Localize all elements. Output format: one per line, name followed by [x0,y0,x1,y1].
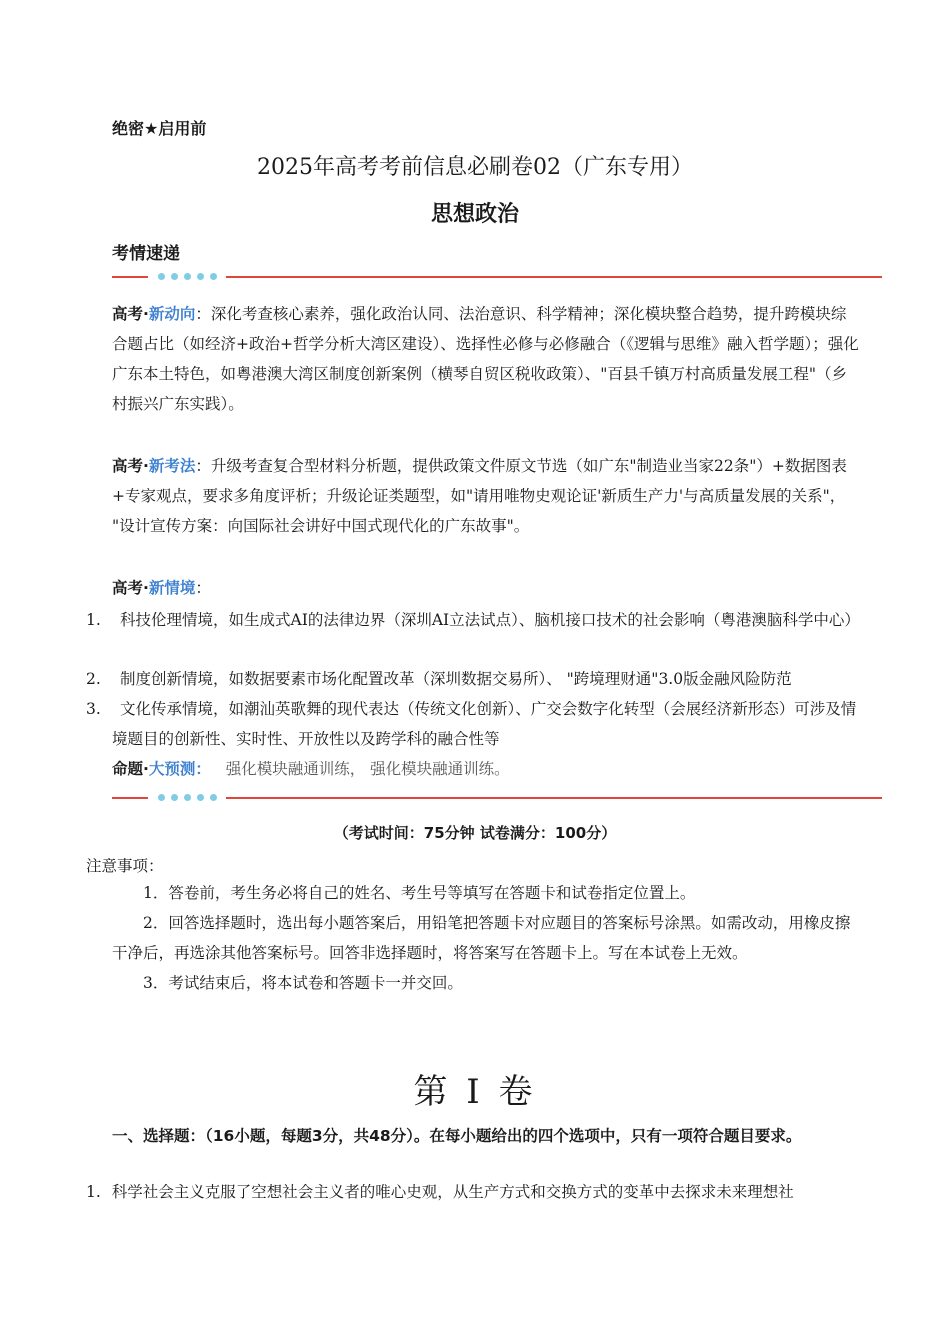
prediction-text: 强化模块融通训练， 强化模块融通训练。 [225,760,510,778]
new-method-label: 新考法 [148,457,196,475]
new-trend-paragraph: 高考·新动向：深化考查核心素养，强化政治认同、法治意识、科学精神；深化模块整合趋势，提升跨模块综合题占比（如经济+政治+哲学分析大湾区建设）、选择性必修与必修融合（《逻辑与思维》融入哲学题）；强化广东本土特色，如粤港澳大湾区制度创新案例（横琴自贸区税收政策）、"百县千镇万村高质量发展工程"（乡村振兴广东实践）。 [112,305,859,413]
section-divider-top [112,271,882,283]
context-item: 3. 文化传承情境，如潮汕英歌舞的现代表达（传统文化创新）、广交会数字化转型（会展经济新形态）可涉及情境题目的创新性、实时性、开放性以及跨学科的融合性等 [86,700,857,748]
subject-title: 思想政治 [430,201,519,227]
new-trend-text: 深化考查核心素养，强化政治认同、法治意识、科学精神；深化模块整合趋势，提升跨模块综合题占比（如经济+政治+哲学分析大湾区建设）、选择性必修与必修融合（《逻辑与思维》融入哲学题）；强化广东本土特色，如粤港澳大湾区制度创新案例（横琴自贸区税收政策）、"百县千镇万村高质量发展工程"（乡村振兴广东实践）。 [112,305,859,413]
overview-heading: 考情速递 [112,244,180,264]
volume-title: 第 I 卷 [413,1072,537,1112]
new-trend-label-prefix: 高考· [112,305,149,323]
context-item: 2. 制度创新情境，如数据要素市场化配置改革（深圳数据交易所）、 "跨境理财通"3.0版金融风险防范 [86,670,792,688]
section-divider-bottom [112,792,882,804]
notice-heading: 注意事项： [86,857,164,875]
exam-title: 2025年高考考前信息必刷卷02（广东专用） [257,155,693,180]
notice-item: 2．回答选择题时，选出每小题答案后，用铅笔把答题卡对应题目的答案标号涂黑。如需改动，用橡皮擦干净后，再选涂其他答案标号。回答非选择题时，将答案写在答题卡上。写在本试卷上无效。 [112,914,851,962]
new-trend-label: 新动向 [148,305,196,323]
notice-item: 3．考试结束后，将本试卷和答题卡一并交回。 [143,974,463,992]
new-method-text: 升级考查复合型材料分析题，提供政策文件原文节选（如广东"制造业当家22条"）+数据图表+专家观点，要求多角度评析；升级论证类题型，如"请用唯物史观论证'新质生产力'与高质量发展的关系"， "设计宣传方案：向国际社会讲好中国式现代化的广东故事"。 [112,457,847,535]
new-method-label-prefix: 高考· [112,457,149,475]
new-context-heading: 高考·新情境： [112,579,211,597]
confidential-mark: 绝密★启用前 [112,119,207,138]
context-item: 1. 科技伦理情境，如生成式AI的法律边界（深圳AI立法试点）、脑机接口技术的社会影响（粤港澳脑科学中心） [86,611,860,629]
prediction-paragraph: 命题·大预测： 强化模块融通训练， 强化模块融通训练。 [112,760,510,778]
prediction-label: 大预测 [148,760,196,778]
new-method-paragraph: 高考·新考法：升级考查复合型材料分析题，提供政策文件原文节选（如广东"制造业当家22条"）+数据图表+专家观点，要求多角度评析；升级论证类题型，如"请用唯物史观论证'新质生产力'与高质量发展的关系"， "设计宣传方案：向国际社会讲好中国式现代化的广东故事"。 [112,457,847,535]
question-1 [86,1180,794,1202]
exam-time-info: （考试时间：75分钟 试卷满分：100分） [333,824,617,842]
new-context-label: 新情境 [148,579,196,597]
section-one-heading: 一、选择题：（16小题，每题3分，共48分）。在每小题给出的四个选项中，只有一项符合题目要求。 [112,1127,802,1145]
notice-item: 1．答卷前，考生务必将自己的姓名、考生号等填写在答题卡和试卷指定位置上。 [143,884,696,902]
question-number: 1. [86,1183,101,1201]
question-text: 科学社会主义克服了空想社会主义者的唯心史观，从生产方式和交换方式的变革中去探求未来理想社 [111,1183,794,1201]
